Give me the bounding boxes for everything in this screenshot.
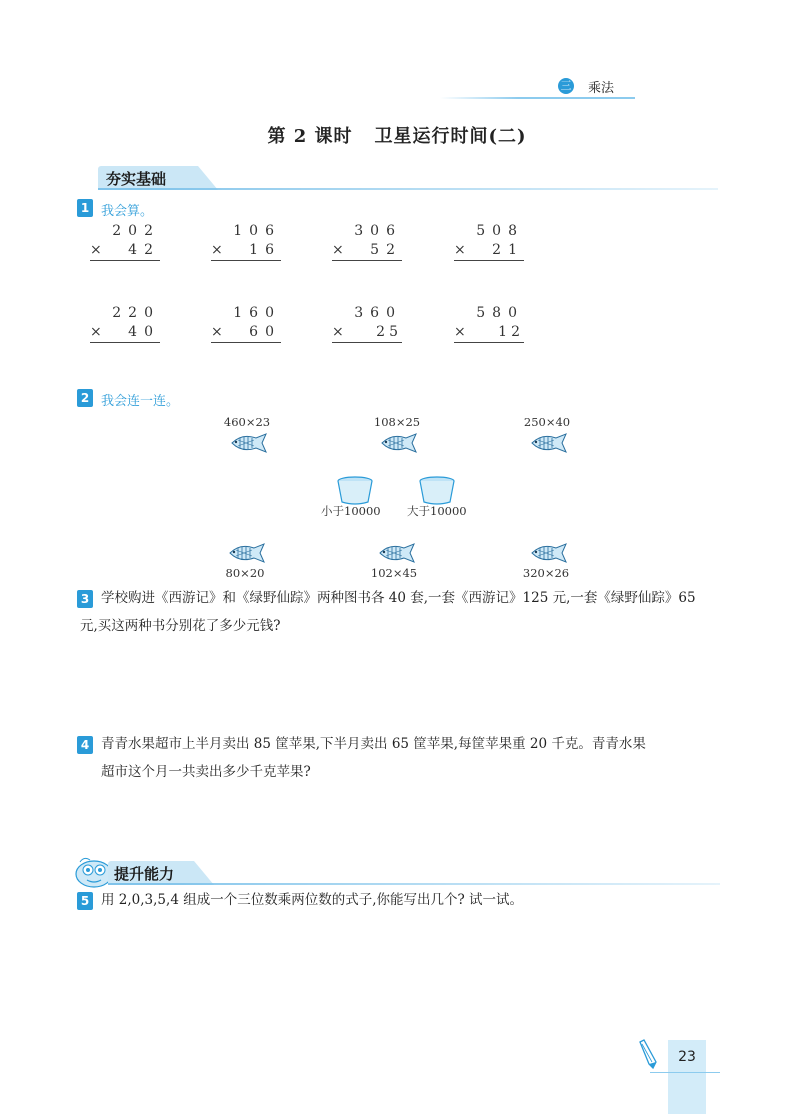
fish-icon[interactable] — [376, 542, 416, 564]
fish-icon[interactable] — [226, 542, 266, 564]
lesson-name: 卫星运行时间(二) — [374, 126, 527, 147]
multiplicand: 508 — [476, 223, 524, 239]
fish-icon[interactable] — [528, 432, 568, 454]
multiplier-row — [454, 323, 524, 343]
times-sign: × — [90, 242, 102, 258]
multiplicand: 306 — [354, 223, 402, 239]
question-4-line-2: 超市这个月一共卖出多少千克苹果? — [101, 764, 311, 780]
multiplier-row — [454, 241, 524, 261]
multiplier: 40 — [128, 324, 160, 340]
question-4-text — [101, 730, 731, 786]
multiplier: 52 — [370, 242, 402, 258]
multiplier: 16 — [249, 242, 281, 258]
section-improve-label: 提升能力 — [114, 865, 175, 883]
multiplicand: 202 — [112, 223, 160, 239]
bucket-icon[interactable] — [336, 476, 374, 506]
multiplier: 25 — [376, 324, 402, 340]
times-sign: × — [332, 324, 344, 340]
multiplicand: 360 — [354, 305, 402, 321]
multiplier-row — [211, 241, 281, 261]
question-5-text: 用 2,0,3,5,4 组成一个三位数乘两位数的式子,你能写出几个? 试一试。 — [101, 892, 524, 908]
bottom-expression: 80×20 — [225, 566, 265, 580]
bucket-label-greater: 大于10000 — [407, 504, 467, 518]
bottom-expression: 320×26 — [522, 566, 570, 580]
top-expression: 250×40 — [523, 415, 571, 429]
multiplication-problem — [90, 304, 160, 343]
times-sign: × — [454, 324, 466, 340]
multiplier: 60 — [249, 324, 281, 340]
multiplier-row — [90, 241, 160, 261]
multiplicand: 106 — [233, 223, 281, 239]
times-sign: × — [211, 324, 223, 340]
question-1-title: 我会算。 — [101, 204, 154, 219]
times-sign: × — [211, 242, 223, 258]
question-1-number: 1 — [77, 199, 93, 217]
multiplication-problem — [454, 304, 524, 343]
multiplier: 12 — [498, 324, 524, 340]
pencil-icon — [636, 1038, 660, 1070]
multiplier: 42 — [128, 242, 160, 258]
multiplication-problem — [332, 222, 402, 261]
multiplicand: 160 — [233, 305, 281, 321]
multiplier-row — [332, 241, 402, 261]
question-3-number: 3 — [77, 590, 93, 608]
question-2-title: 我会连一连。 — [101, 394, 180, 409]
header-divider — [440, 97, 635, 99]
question-2-number: 2 — [77, 389, 93, 407]
bucket-icon[interactable] — [418, 476, 456, 506]
section-improve-bar — [108, 861, 720, 885]
unit-name: 乘法 — [588, 81, 615, 96]
section-basic-label: 夯实基础 — [106, 170, 167, 188]
multiplication-problem — [454, 222, 524, 261]
question-4-number: 4 — [77, 736, 93, 754]
fish-icon[interactable] — [378, 432, 418, 454]
multiplicand: 580 — [476, 305, 524, 321]
lesson-number: 第 2 课时 — [267, 126, 353, 147]
multiplication-problem — [90, 222, 160, 261]
page-number-rule — [650, 1072, 720, 1073]
top-expression: 460×23 — [223, 415, 271, 429]
unit-number-badge: 三 — [558, 78, 574, 94]
times-sign: × — [90, 324, 102, 340]
top-expression: 108×25 — [373, 415, 421, 429]
fish-icon[interactable] — [228, 432, 268, 454]
multiplication-problem — [211, 222, 281, 261]
bucket-label-less: 小于10000 — [321, 504, 381, 518]
question-3-line-1: 学校购进《西游记》和《绿野仙踪》两种图书各 40 套,一套《西游记》125 元,一套《绿野仙踪》65 — [101, 590, 696, 606]
multiplication-problem — [211, 304, 281, 343]
question-3-text — [80, 584, 731, 640]
fish-icon[interactable] — [528, 542, 568, 564]
multiplication-problem — [332, 304, 402, 343]
multiplier: 21 — [492, 242, 524, 258]
times-sign: × — [454, 242, 466, 258]
question-3-line-2: 元,买这两种书分别花了多少元钱? — [80, 618, 281, 634]
question-5-number: 5 — [77, 892, 93, 910]
section-basic-bar — [98, 166, 718, 190]
question-4-line-1: 青青水果超市上半月卖出 85 筐苹果,下半月卖出 65 筐苹果,每筐苹果重 20 千克。青青水果 — [101, 736, 646, 752]
multiplier-row — [332, 323, 402, 343]
multiplier-row — [211, 323, 281, 343]
multiplicand: 220 — [112, 305, 160, 321]
bottom-expression: 102×45 — [370, 566, 418, 580]
multiplier-row — [90, 323, 160, 343]
page-number: 23 — [678, 1049, 696, 1065]
lesson-title — [0, 122, 794, 148]
times-sign: × — [332, 242, 344, 258]
